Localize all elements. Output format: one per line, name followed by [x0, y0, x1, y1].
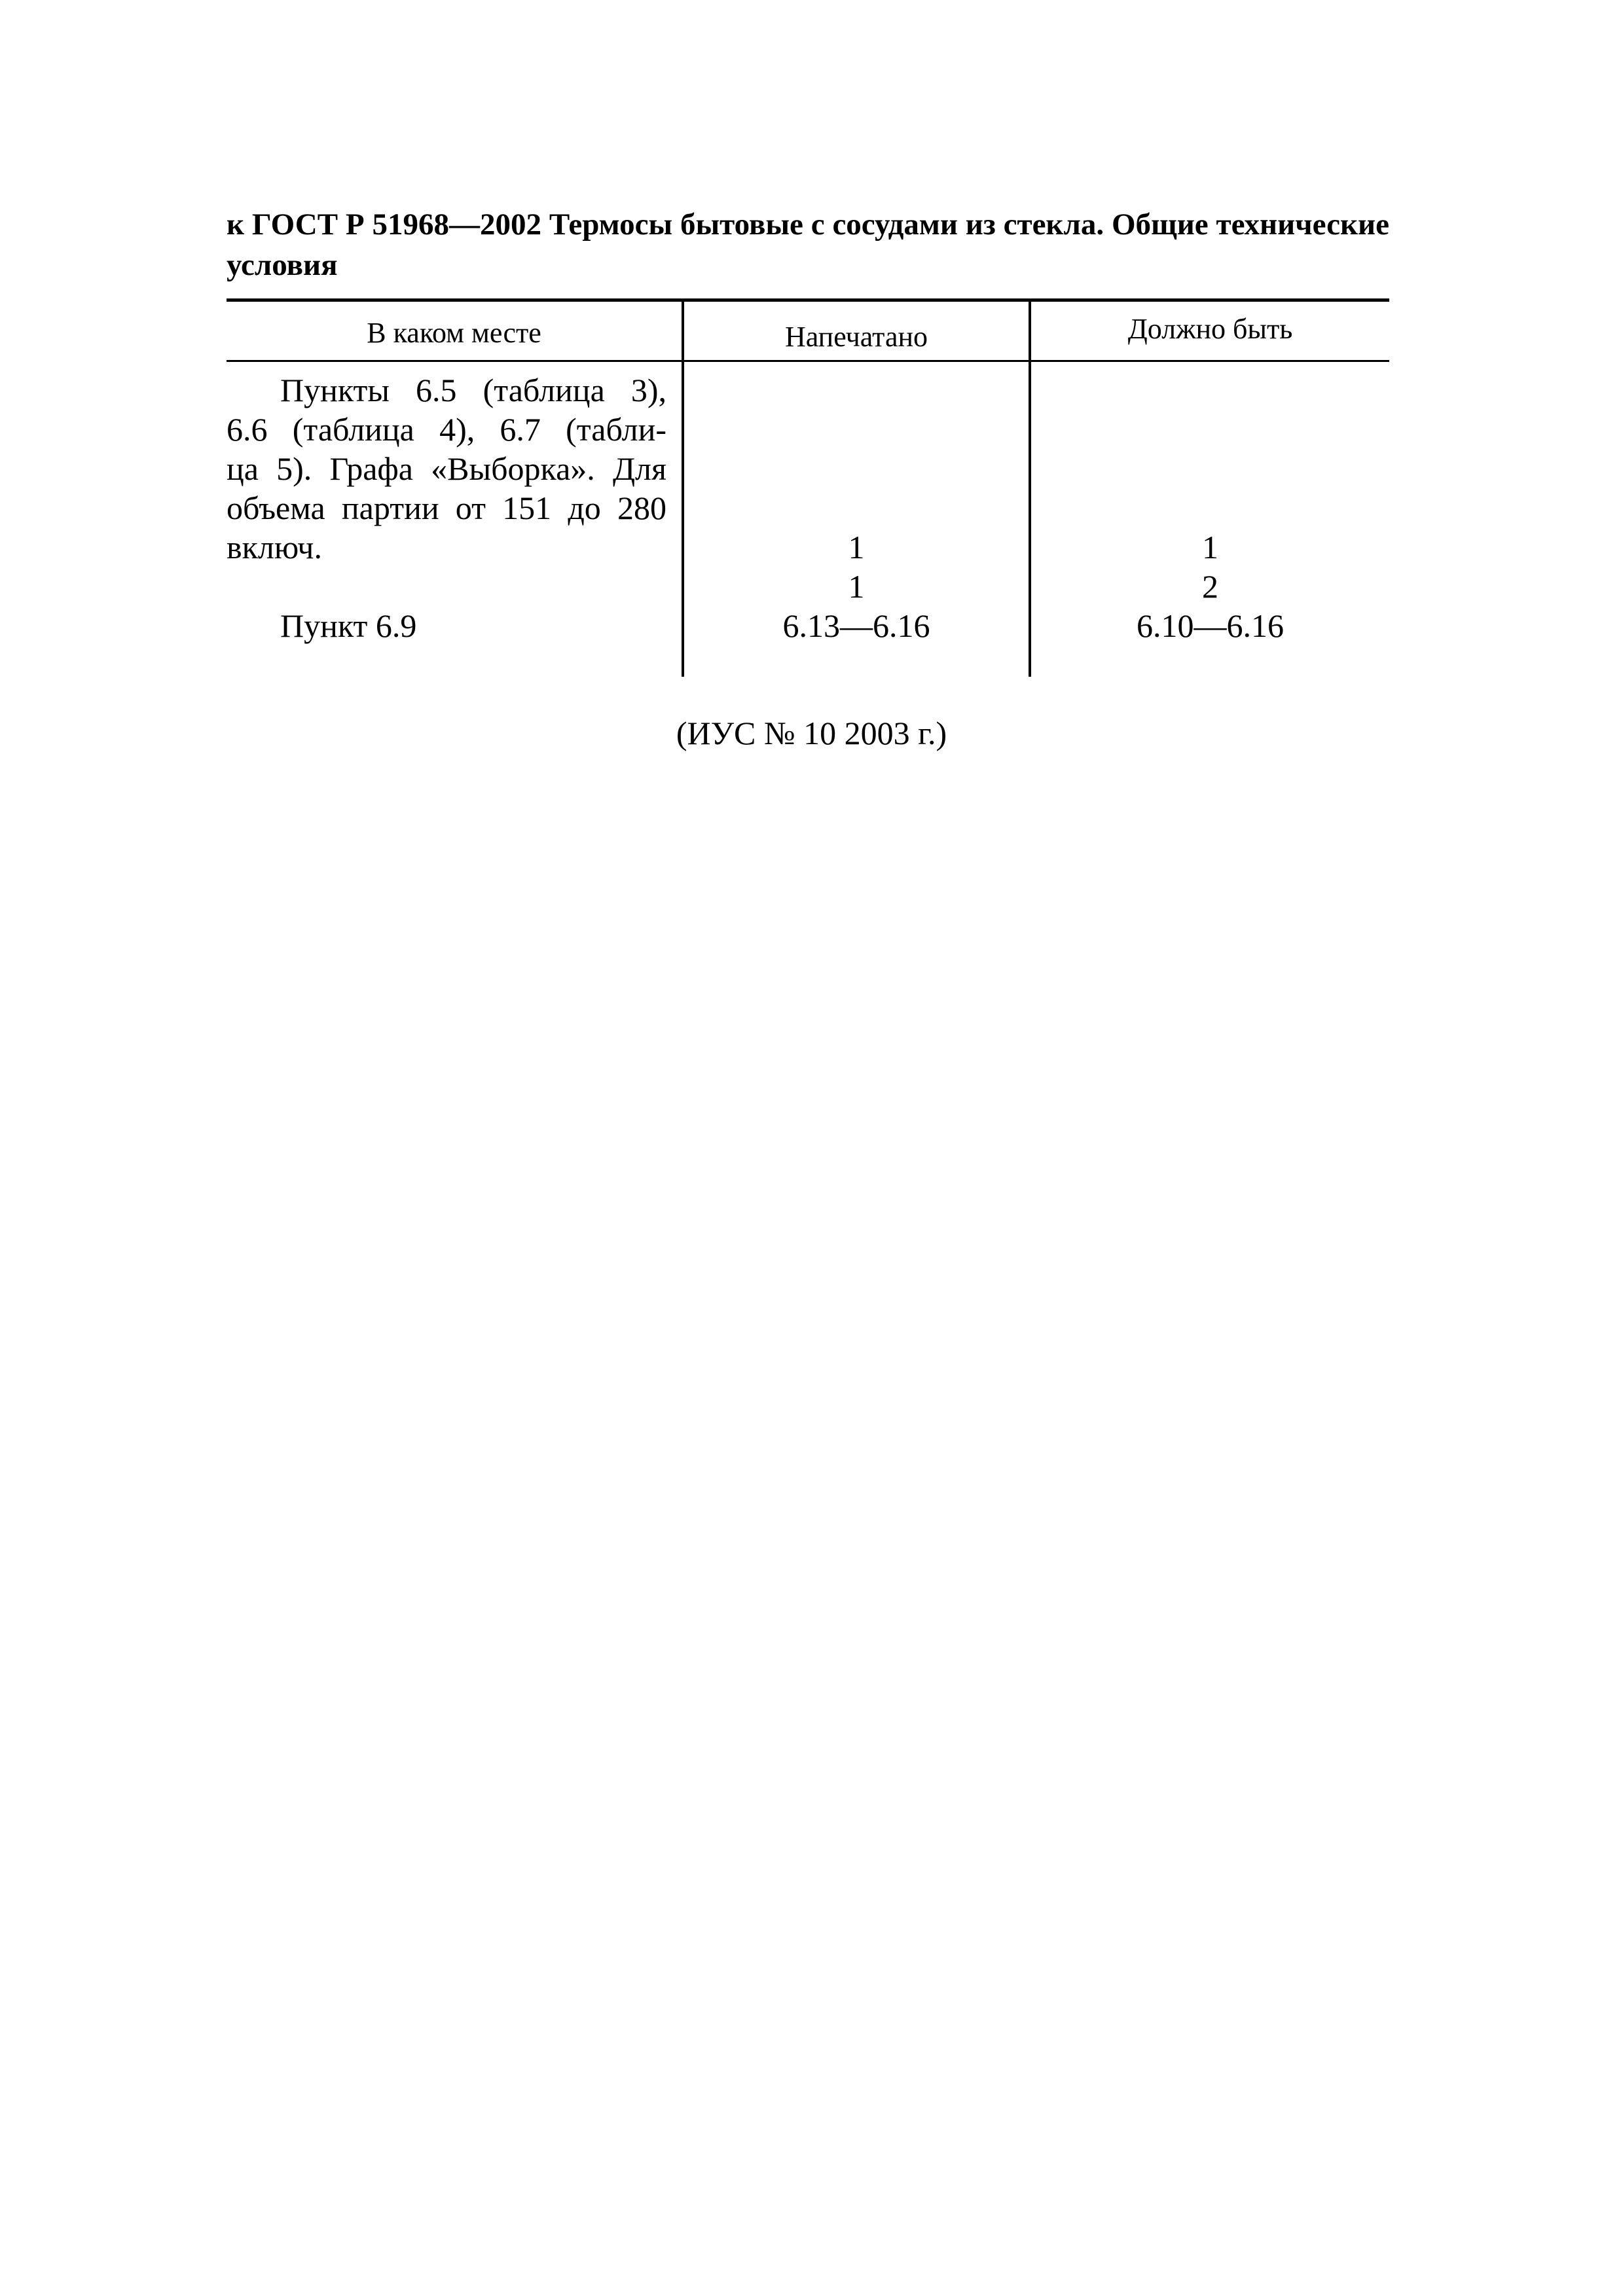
printed-value: 1: [848, 529, 865, 565]
location-line: Пункты 6.5 (таблица 3),: [280, 372, 666, 408]
correction-table: [227, 298, 1389, 677]
printed-value: 1: [848, 568, 865, 605]
header-should-be: Должно быть: [1127, 312, 1293, 345]
location-item-6-9: Пункт 6.9: [280, 607, 417, 644]
corrected-value: 2: [1202, 568, 1218, 605]
header-printed: Напечатано: [784, 320, 928, 353]
corrected-value: 1: [1202, 529, 1218, 565]
location-line-blank: [227, 567, 666, 606]
header-location: В каком месте: [367, 316, 541, 349]
location-line: ца 5). Графа «Выборка». Для: [227, 450, 666, 487]
corrected-value: 6.10—6.16: [1137, 607, 1284, 644]
amendment-title: к ГОСТ Р 51968—2002 Термосы бытовые с сосудами из стекла. Общие технические условия: [227, 207, 1389, 282]
printed-value: 6.13—6.16: [782, 607, 930, 644]
location-line: включ.: [227, 529, 322, 565]
location-cell: [227, 370, 666, 645]
location-line: 6.6 (таблица 4), 6.7 (табли-: [227, 411, 666, 448]
source-reference: (ИУС № 10 2003 г.): [676, 715, 947, 751]
location-line: объема партии от 151 до 280: [227, 490, 666, 526]
